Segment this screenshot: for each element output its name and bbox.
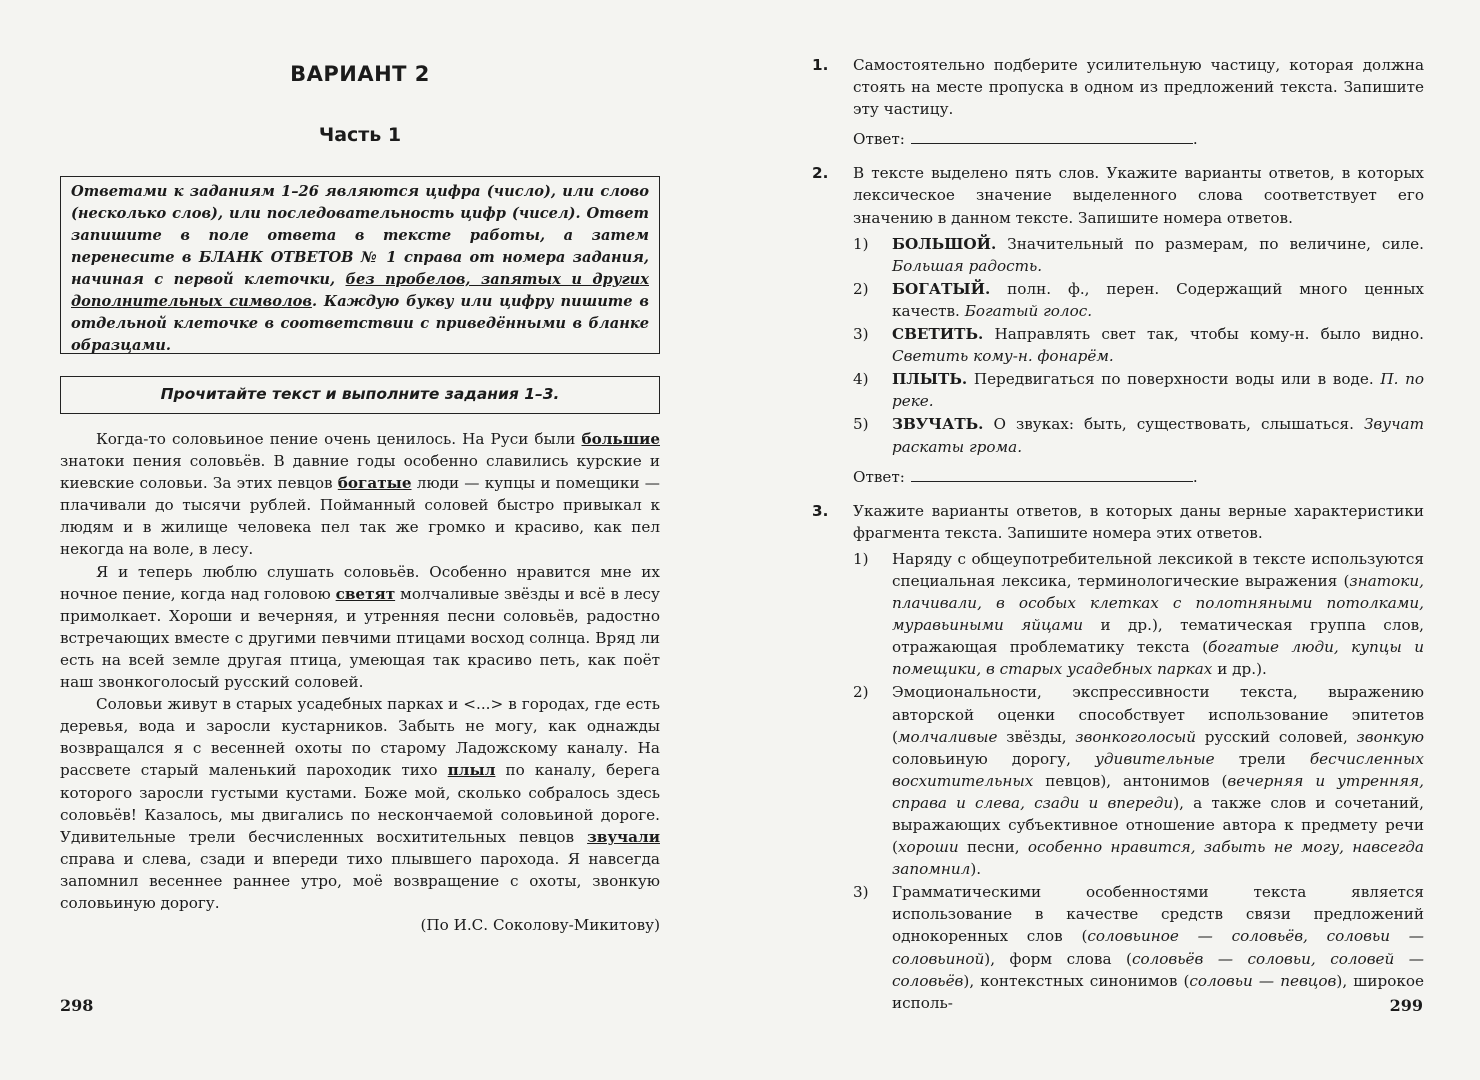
text-paragraph-2 bbox=[60, 561, 660, 694]
text-segment: Соловьи живут в старых усадебных парках и <...> в городах, где есть деревья, вода и заросли кустарников. Забыть не могу, как однажды возвращался я с весенней охоты по старому Ладожскому каналу. На рассвете старый маленький пароходик тихо bbox=[60, 695, 660, 780]
answer-row bbox=[853, 466, 1424, 488]
italic-example: особенно нравится, забыть не могу, навсегда запомнил bbox=[892, 838, 1424, 879]
option-definition: Направлять свет так, чтобы кому-н. было видно. bbox=[983, 325, 1424, 344]
text-segment: звёзды, bbox=[997, 727, 1076, 746]
option-number: 3) bbox=[853, 325, 869, 344]
option-definition: Передвигаться по поверхности воды или в воде. bbox=[967, 370, 1381, 389]
answer-field[interactable] bbox=[911, 129, 1193, 144]
task-number: 3. bbox=[812, 501, 829, 520]
italic-example: звонкоголосый bbox=[1075, 727, 1197, 746]
answer-field[interactable] bbox=[911, 467, 1193, 482]
option-item bbox=[853, 548, 1424, 681]
task-1 bbox=[812, 54, 1424, 150]
text-segment: люди — купцы и помещики — плачивали до тысячи рублей. Пойманный соловей быстро привыкал к людям и в жилище человека пел так же громко и красиво, как пел некогда на воле, в лесу. bbox=[60, 474, 660, 559]
option-example: Звучат раскаты грома. bbox=[892, 415, 1424, 456]
italic-example: богатые люди, купцы и помещики, в старых усадебных парках bbox=[892, 638, 1424, 679]
option-number: 2) bbox=[853, 683, 869, 702]
answer-row bbox=[853, 128, 1424, 150]
task-number: 2. bbox=[812, 164, 829, 183]
italic-example: звонкую bbox=[1356, 727, 1424, 746]
text-segment: песни, bbox=[958, 838, 1028, 857]
options-list bbox=[853, 233, 1424, 458]
text-segment: знатоки пения соловьёв. В давние годы особенно славились курские и киевские соловьи. За этих певцов bbox=[60, 452, 660, 493]
options-list bbox=[853, 548, 1424, 1014]
highlighted-word-1: большие bbox=[581, 430, 660, 448]
text-segment: Когда-то соловьиное пение очень ценилось. На Руси были bbox=[96, 430, 582, 448]
option-definition: О звуках: быть, существовать, слышаться. bbox=[983, 415, 1364, 434]
instructions-after: . Каждую букву или цифру пишите в отдельной клеточке в соответствии с приведёнными в бланке образцами. bbox=[71, 293, 650, 354]
text-segment: Эмоциональности, экспрессивности текста, выражению авторской оценки способствует использование эпитетов ( bbox=[892, 683, 1424, 746]
right-page bbox=[740, 0, 1480, 1080]
italic-example: хороши bbox=[897, 838, 959, 857]
option-item bbox=[853, 323, 1424, 367]
option-example: Богатый голос. bbox=[964, 301, 1093, 320]
option-word: БОГАТЫЙ. bbox=[892, 279, 991, 298]
page-number-left: 298 bbox=[60, 996, 94, 1015]
option-example: Светить кому-н. фонарём. bbox=[892, 347, 1114, 366]
reading-text bbox=[60, 428, 660, 936]
text-segment: ), форм слова ( bbox=[984, 949, 1132, 968]
text-segment: и др.), тематическая группа слов, отражающая проблематику текста ( bbox=[892, 616, 1424, 657]
task-text: Самостоятельно подберите усилительную частицу, которая должна стоять на месте пропуска в одном из предложений текста. Запишите эту частицу. bbox=[853, 56, 1424, 119]
answer-period: . bbox=[1192, 467, 1198, 486]
task-text: Укажите варианты ответов, в которых даны верные характеристики фрагмента текста. Запишите номера этих ответов. bbox=[853, 501, 1424, 542]
italic-example: вечерняя и утренняя, справа и слева, сзади и впереди bbox=[892, 771, 1424, 812]
answer-label: Ответ: bbox=[853, 467, 905, 486]
italic-example: соловьёв — соловьи, соловей — соловьёв bbox=[892, 949, 1424, 990]
option-number: 2) bbox=[853, 279, 869, 298]
answer-label: Ответ: bbox=[853, 130, 905, 149]
text-segment: ), а также слов и сочетаний, выражающих субъективное отношение автора к предмету речи ( bbox=[892, 793, 1424, 857]
option-item bbox=[853, 681, 1424, 880]
italic-example: бесчисленных восхитительных bbox=[892, 749, 1424, 790]
instructions-box bbox=[60, 176, 660, 354]
option-number: 5) bbox=[853, 415, 869, 434]
text-source: (По И.С. Соколову-Микитову) bbox=[420, 916, 660, 935]
text-paragraph-3 bbox=[60, 693, 660, 914]
variant-title: ВАРИАНТ 2 bbox=[290, 62, 430, 86]
text-segment: ), контекстных синонимов ( bbox=[963, 971, 1190, 990]
text-segment: по каналу, берега которого заросли густыми кустами. Боже мой, сколько собралось здесь соловьёв! Казалось, мы двигались по нескончаемой соловьиной дороге. Удивительные трели бесчисленных восхитительных певцов bbox=[60, 761, 660, 846]
option-item bbox=[853, 413, 1424, 457]
italic-example: молчаливые bbox=[897, 727, 998, 746]
option-number: 1) bbox=[853, 549, 869, 568]
option-word: БОЛЬШОЙ. bbox=[892, 234, 997, 253]
instructions-text bbox=[71, 181, 649, 357]
option-word: ЗВУЧАТЬ. bbox=[892, 415, 984, 434]
option-number: 3) bbox=[853, 883, 869, 902]
task-text: В тексте выделено пять слов. Укажите варианты ответов, в которых лексическое значение выделенного слова соответствует его значению в данном тексте. Запишите номера ответов. bbox=[853, 164, 1424, 227]
text-segment: ), широкое исполь- bbox=[892, 971, 1424, 1012]
instructions-underlined: без пробелов, запятых и других дополнительных символов bbox=[71, 271, 649, 310]
option-definition: полн. ф., перен. Содержащий много ценных качеств. bbox=[892, 279, 1424, 320]
highlighted-word-4: плыл bbox=[447, 761, 496, 780]
task-2 bbox=[812, 162, 1424, 487]
task-3 bbox=[812, 500, 1424, 1014]
text-segment: Наряду с общеупотребительной лексикой в тексте используются специальная лексика, терминологические выражения ( bbox=[892, 549, 1424, 590]
italic-example: знатоки, плачивали, в особых клетках с полотняными потолками, муравьиными яйцами bbox=[892, 571, 1424, 635]
page-number-right: 299 bbox=[1389, 996, 1423, 1015]
option-item bbox=[853, 278, 1424, 322]
text-segment: молчаливые звёзды и всё в лесу примолкает. Хороши и вечерняя, и утренняя песни соловьёв, радостно встречающих вместе с другими певчими птицами восход солнца. Вряд ли есть на всей земле другая птица, умеющая так красиво петь, как поёт наш звонкоголосый русский соловей. bbox=[60, 584, 660, 692]
highlighted-word-2: богатые bbox=[337, 474, 412, 493]
text-segment: Грамматическими особенностями текста является использование в качестве средств связи предложений однокоренных слов ( bbox=[892, 883, 1424, 946]
option-number: 1) bbox=[853, 234, 869, 253]
part-title: Часть 1 bbox=[318, 124, 402, 146]
option-item bbox=[853, 233, 1424, 277]
option-word: ПЛЫТЬ. bbox=[892, 370, 968, 389]
text-segment: Я и теперь люблю слушать соловьёв. Особенно нравится мне их ночное пение, когда над головою bbox=[60, 562, 660, 603]
task-number: 1. bbox=[812, 56, 829, 74]
text-segment: и др.). bbox=[1212, 660, 1267, 679]
option-example: Большая радость. bbox=[892, 256, 1043, 275]
italic-example: соловьиное — соловьёв, соловьи — соловьиной bbox=[892, 927, 1424, 968]
instructions-before: Ответами к заданиям 1–26 являются цифра (число), или слово (несколько слов), или последовательность цифр (чисел). Ответ запишите в поле ответа в тексте работы, а затем перенесите в БЛАНК ОТВЕТОВ № 1 справа от номера задания, начиная с первой клеточки, bbox=[71, 183, 649, 288]
text-paragraph-1 bbox=[60, 428, 660, 561]
text-segment: справа и слева, сзади и впереди тихо плывшего парохода. Я навсегда запомнил весеннее раннее утро, моё возвращение с охоты, звонкую соловьиную дорогу. bbox=[60, 849, 660, 912]
text-segment: ). bbox=[970, 860, 982, 879]
italic-example: соловьи — певцов bbox=[1189, 971, 1337, 990]
option-number: 4) bbox=[853, 370, 869, 389]
highlighted-word-5: звучали bbox=[587, 827, 660, 846]
option-item bbox=[853, 881, 1424, 1014]
text-segment: соловьиную дорогу, bbox=[892, 749, 1096, 768]
answer-period: . bbox=[1192, 130, 1198, 149]
read-prompt: Прочитайте текст и выполните задания 1–3. bbox=[60, 376, 660, 414]
highlighted-word-3: светят bbox=[335, 584, 396, 603]
text-segment: певцов), антонимов ( bbox=[1033, 771, 1228, 790]
option-word: СВЕТИТЬ. bbox=[892, 325, 984, 344]
text-segment: трели bbox=[1214, 749, 1310, 768]
option-definition: Значительный по размерам, по величине, силе. bbox=[996, 234, 1424, 253]
tasks-list bbox=[812, 54, 1424, 1015]
text-segment: русский соловей, bbox=[1196, 727, 1357, 746]
italic-example: удивительные bbox=[1095, 749, 1215, 768]
option-item bbox=[853, 368, 1424, 412]
option-example: П. по реке. bbox=[892, 370, 1424, 411]
